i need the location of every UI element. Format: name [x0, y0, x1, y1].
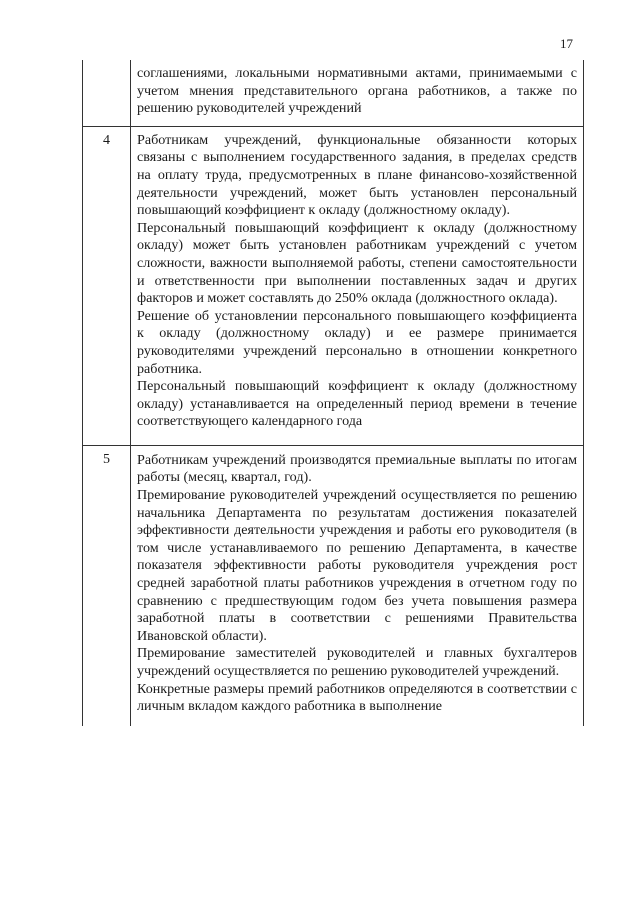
paragraph: Премирование заместителей руководителей и главных бухгалтеров учреждений осуществляется по решению руководителей учреждений.	[137, 645, 577, 679]
paragraph: Персональный повышающий коэффициент к окладу (должностному окладу) может быть установлен работникам учреждений с учетом сложности, важности выполняемой работы, степени самостоятельности и ответственности при выполнении поставленных задач и других факторов и может составлять до 250% оклада (должностного оклада).	[137, 219, 577, 307]
paragraph: Персональный повышающий коэффициент к окладу (должностному окладу) устанавливается на определенный период времени в течение соответствующего календарного года	[137, 378, 577, 430]
paragraph: Конкретные размеры премий работников определяются в соответствии с личным вкладом каждого работника в выполнение	[137, 680, 577, 715]
row-text-cell	[131, 126, 584, 445]
row-number	[83, 60, 130, 66]
table-row	[83, 445, 584, 725]
row-number: 4	[103, 132, 110, 148]
row-text-cell	[131, 445, 584, 725]
regulation-table	[82, 60, 584, 726]
paragraph: Решение об установлении персонального повышающего коэффициента к окладу (должностному окладу) и ее размере принимается руководителями учреждений персонально в отношении конкретного работника.	[137, 307, 577, 377]
row-number-cell	[83, 445, 131, 725]
paragraph: соглашениями, локальными нормативными актами, принимаемыми с учетом мнения представительного органа работников, а также по решению руководителей учреждений	[137, 65, 577, 117]
paragraph: Работникам учреждений, функциональные обязанности которых связаны с выполнением государственного задания, в пределах средств на оплату труда, предусмотренных в плане финансово-хозяйственной деятельности учреждений, может быть установлен персональный повышающий коэффициент к окладу (должностному окладу).	[137, 131, 577, 219]
page-number: 17	[560, 36, 573, 51]
row-text-cell	[131, 60, 584, 126]
paragraph: Премирование руководителей учреждений осуществляется по решению начальника Департамента по результатам достижения показателей эффективности деятельности учреждения и работы его руководителя (в том числе устанавливаемого по решению Департамента, в качестве показателя эффективности работы руководителя учреждения рост средней заработной платы работников учреждения в отчетном году по сравнению с предшествующим годом без учета повышения размера заработной платы в соответствии с решениями Правительства Ивановской области).	[137, 487, 577, 644]
paragraph: Работникам учреждений производятся премиальные выплаты по итогам работы (месяц, квартал, год).	[137, 451, 577, 486]
row-number-cell	[83, 60, 131, 126]
row-number: 5	[103, 451, 110, 467]
row-number-cell	[83, 126, 131, 445]
table-row	[83, 60, 584, 126]
table-row	[83, 126, 584, 445]
